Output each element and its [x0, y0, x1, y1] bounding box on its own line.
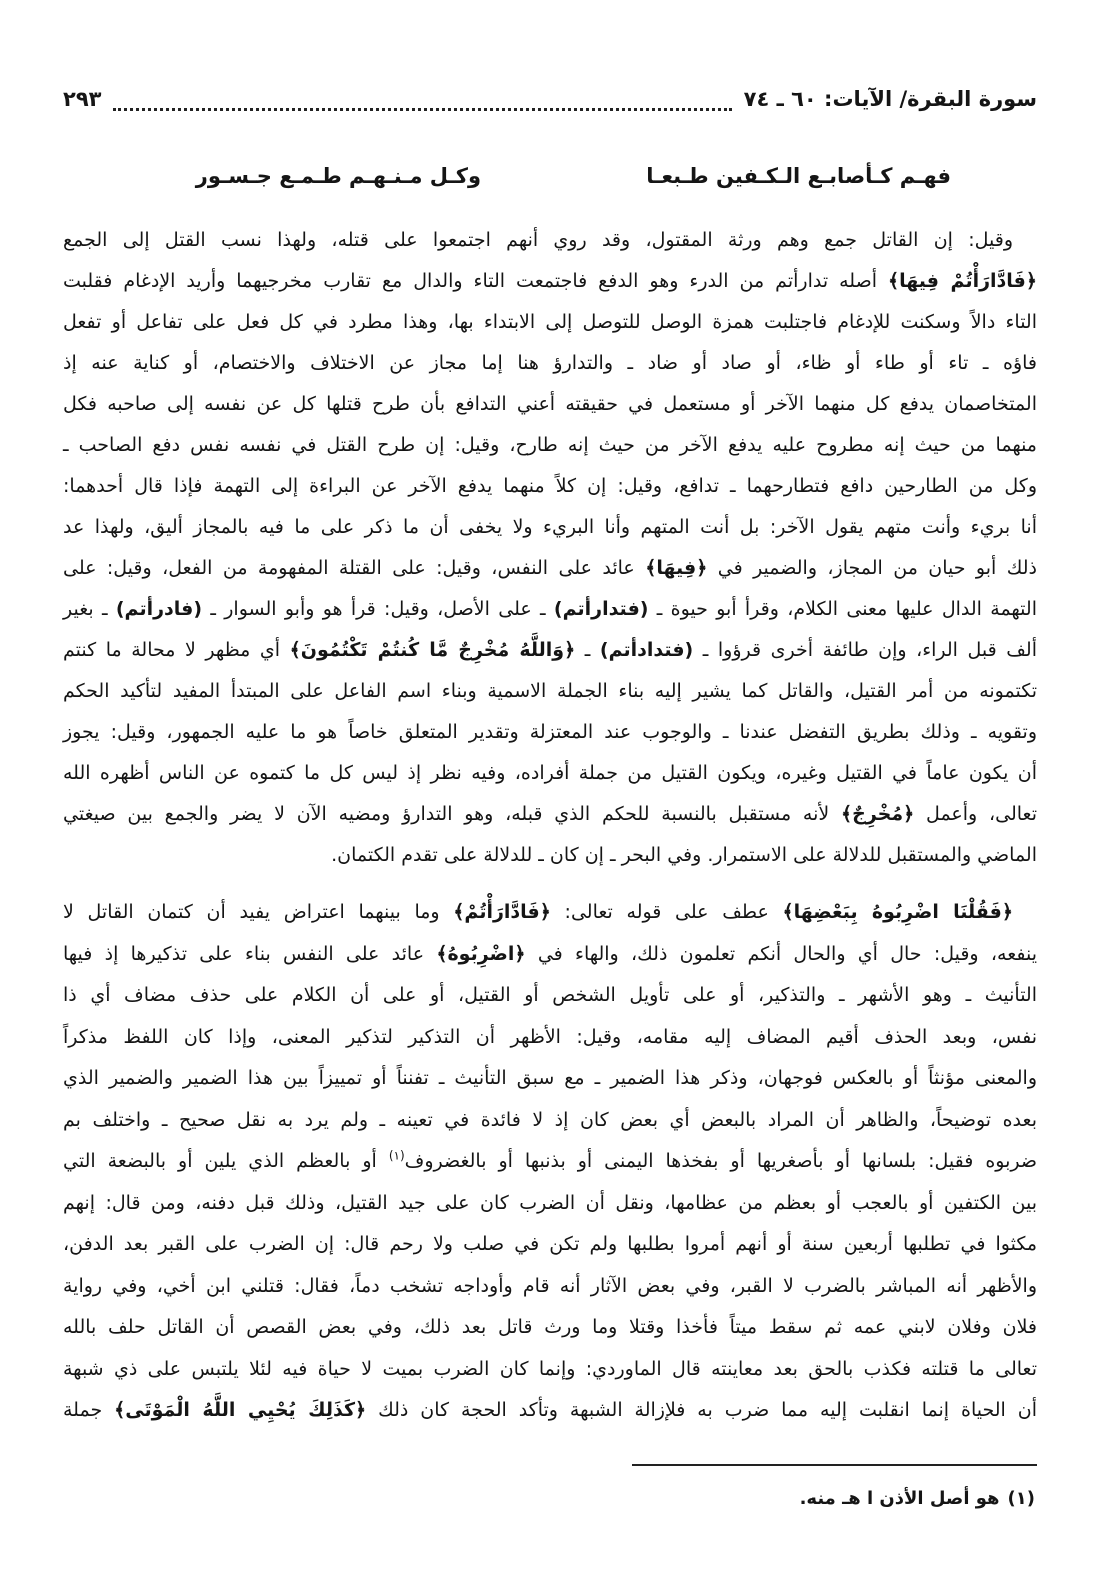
surah-title: سورة البقرة/ الآيات: ٦٠ ـ ٧٤ [743, 87, 1037, 111]
body-text: تكتمونه من أمر القتيل، والقاتل كما يشير إليه بناء الجملة الاسمية وبناء اسم الفاعل على المبتدأ المفيد لتأكيد الحكم [63, 680, 1037, 702]
quran-quote: ﴿مُخْرِجٌ﴾ [841, 803, 915, 825]
body-text: منهما من حيث إنه مطروح عليه يدفع الآخر من حيث إنه طارح، وقيل: إن طرح القتل في نفسه نفس دفع الصاحب ـ [63, 434, 1037, 456]
body-text: وتقويه ـ وذلك بطريق التفضل عندنا ـ والوجوب عند المعتزلة وتقدير المتعلق خاصاً هو ما عليه الجمهور، وقيل: يجوز [63, 721, 1037, 743]
footnote-marker: (١) [1007, 1488, 1035, 1509]
body-text: التأنيث ـ وهو الأشهر ـ والتذكير، أو على تأويل الشخص أو القتيل، أو على أن الكلام على حذف مضاف أي ذا [63, 984, 1037, 1006]
variant-reading: (فتدارأتم) [553, 598, 649, 620]
body-text: ألف قبل الراء، وإن طائفة أخرى قرؤوا ـ [693, 639, 1037, 661]
body-text: الماضي والمستقبل للدلالة على الاستمرار. وفي البحر ـ إن كان ـ للدلالة على تقدم الكتمان. [331, 844, 1037, 866]
text-line [63, 384, 1037, 425]
body-text: ـ على الأصل، وقيل: قرأ هو وأبو السوار ـ [202, 598, 554, 620]
body-text: عائد على النفس، وقيل: على القتلة المفهومة من الفعل، وقيل: على [63, 557, 646, 579]
verse-hemistich-right: فهـم كـأصابـع الـكـفين طـبعـا [646, 164, 951, 188]
body-text: مكثوا في تطلبها أربعين سنة أو أنهم أمروا بطلبها ولم تكن في صلب ولا رحم قال: إن الضرب على القبر بعد الدفن، [63, 1233, 1037, 1255]
text-line [63, 1100, 1037, 1141]
verse-hemistich-left: وكـل مـنـهـم طـمـع جـسـور [195, 164, 481, 188]
text-line [63, 261, 1037, 302]
body-text: ضربوه فقيل: بلسانها أو بأصغريها أو بفخذها اليمنى أو بذنبها أو بالغضروف [404, 1150, 1037, 1172]
text-line [63, 794, 1037, 835]
quran-quote: ﴿فَقُلْنَا اضْرِبُوهُ بِبَعْضِهَا﴾ [782, 901, 1013, 923]
text-line [63, 1224, 1037, 1265]
text-line [63, 712, 1037, 753]
body-text: أنا بريء وأنت متهم يقول الآخر: بل أنت المتهم وأنا البريء ولا يخفى أن ما ذكر على ما فيه بالمجاز أليق، ولهذا عد [63, 516, 1037, 538]
text-line [63, 1307, 1037, 1348]
body-text: لأنه مستقبل بالنسبة للحكم الذي قبله، وهو التدارؤ ومضيه الآن لا يضر والجمع بين صيغتي [63, 803, 842, 825]
body-text: بين الكتفين أو بالعجب أو بعظم من عظامها، ونقل أن الضرب كان على جيد القتيل، وذلك قبل دفنه، ومن قال: إنهم [63, 1191, 1037, 1214]
body-text: أو بالعظم الذي يلين أو بالبضعة التي [63, 1150, 389, 1172]
footnote-divider [632, 1464, 1037, 1466]
body-text: وما بينهما اعتراض يفيد أن كتمان القاتل لا [63, 901, 454, 923]
text-line [63, 1058, 1037, 1099]
text-line [63, 589, 1037, 630]
body-text: فلان وفلان لابني عمه ثم سقط ميتاً فأخذا وقتلا وما ورث قاتل بعد ذلك، وفي بعض القصص أن القاتل حلف بالله [63, 1316, 1037, 1338]
text-line [63, 934, 1037, 975]
body-text: نفس، وبعد الحذف أقيم المضاف إليه مقامه، وقيل: الأظهر أن التذكير لتذكير المعنى، وإذا كان اللفظ مذكراً [63, 1025, 1037, 1048]
body-text: ذلك أبو حيان من المجاز، والضمير في [707, 557, 1037, 579]
body-text: المتخاصمان يدفع كل منهما الآخر أو مستعمل في حقيقته أعني التدافع بأن طرح قتلها كل عن نفسه إلى صاحبه فكل [63, 393, 1037, 415]
text-line [63, 671, 1037, 712]
body-text: أن يكون عاماً في القتيل وغيره، ويكون القتيل من جملة أفراده، وفيه نظر إذ ليس كل ما كتموه عن الناس أظهره الله [63, 762, 1037, 784]
body-text: أن الحياة إنما انقلبت إليه مما ضرب به فلإزالة الشبهة وتأكد الحجة كان ذلك [366, 1399, 1037, 1421]
text-line [63, 302, 1037, 343]
text-line [63, 466, 1037, 507]
body-text: بعده توضيحاً، والظاهر أن المراد بالبعض أي بعض كان إذ لا فائدة في تعينه ـ ولم يرد به نقل صحيح ـ واختلف بم [63, 1108, 1037, 1131]
footnote-reference: (١) [388, 1148, 405, 1163]
text-line [63, 1266, 1037, 1307]
body-text: أصله تدارأتم من الدرء وهو الدفع فاجتمعت التاء والدال مع تقارب مخرجيهما وأريد الإدغام فقلبت [63, 270, 888, 292]
body-text: والأظهر أنه المباشر بالضرب لا القبر، وفي بعض الآثار أنه قام وأوداجه تشخب دماً، فقال: قتلني ابن أخي، وفي رواية [63, 1274, 1037, 1297]
body-text: وكل من الطارحين دافع فتطارحهما ـ تدافع، وقيل: إن كلاً منهما يدفع الآخر عن البراءة إلى التهمة فإذا قال أحدهما: [63, 475, 1037, 497]
quran-quote: ﴿فِيهَا﴾ [645, 557, 708, 579]
text-line [63, 548, 1037, 589]
body-text: التهمة الدال عليها معنى الكلام، وقرأ أبو حيوة ـ [648, 598, 1037, 620]
text-line [63, 220, 1037, 261]
quran-quote: ﴿اضْرِبُوهُ﴾ [436, 942, 526, 965]
body-text: تعالى ما قتلته فكذب بالحق بعد معاينته قال الماوردي: وإنما كان الضرب بميت لا حياة فيه لئلا يلتبس على ذي شبهة [63, 1357, 1037, 1380]
body-text: فاؤه ـ تاء أو طاء أو ظاء، أو صاد أو ضاد ـ والتدارؤ هنا إما مجاز عن الاختلاف والاختصام، أو كناية عنه إذ [63, 352, 1037, 374]
text-line [63, 1183, 1037, 1224]
body-text: والمعنى مؤنثاً أو بالعكس فوجهان، وذكر هذا الضمير ـ مع سبق التأنيث ـ تفنناً أو تمييزاً بين هذا الضمير والضمير الذي [63, 1067, 1037, 1089]
text-line [63, 835, 1037, 876]
footnote [800, 1488, 1035, 1509]
body-text: التاء دالاً وسكنت للإدغام فاجتلبت همزة الوصل للتوصل إلى الابتداء بها، وهذا مطرد في كل فعل على تفاعل أو تفعل [63, 311, 1037, 333]
quran-quote: ﴿كَذَلِكَ يُحْيِي اللَّهُ الْمَوْتَى﴾ [114, 1399, 367, 1421]
body-text: ـ بغير [63, 598, 116, 620]
text-line [63, 343, 1037, 384]
text-line [63, 753, 1037, 794]
body-text: تعالى، وأعمل [914, 803, 1038, 825]
text-line [63, 1390, 1037, 1431]
quran-quote: ﴿فَادَّارَأْتُمْ﴾ [453, 901, 551, 923]
body-text: جملة [63, 1399, 115, 1421]
body-text: عائد على النفس بناء على تذكيرها إذ فيها [63, 942, 437, 965]
text-line [63, 1349, 1037, 1390]
body-text: أي مظهر لا محالة ما كنتم [63, 639, 290, 661]
body-text: ينفعه، وقيل: حال أي والحال أنكم تعلمون ذلك، والهاء في [525, 942, 1037, 965]
variant-reading: (فادرأتم) [115, 598, 203, 620]
text-line [63, 975, 1037, 1016]
quran-quote: ﴿وَاللَّهُ مُخْرِجٌ مَّا كُنتُمْ تَكْتُمُونَ﴾ [289, 639, 576, 661]
body-text: ـ [575, 639, 600, 661]
quran-quote: ﴿فَادَّارَأْتُمْ فِيهَا﴾ [887, 270, 1038, 292]
body-text: عطف على قوله تعالى: [550, 901, 783, 923]
variant-reading: (فتدادأتم) [599, 639, 694, 661]
text-line [63, 1017, 1037, 1058]
text-line [63, 630, 1037, 671]
text-line [63, 892, 1037, 933]
body-text: وقيل: إن القاتل جمع وهم ورثة المقتول، وقد روي أنهم اجتمعوا على قتله، ولهذا نسب القتل إلى الجمع [63, 229, 1013, 251]
footnote-text: هو أصل الأذن ا هـ منه. [799, 1488, 1000, 1509]
page-number: ٢٩٣ [63, 87, 102, 111]
text-line [63, 507, 1037, 548]
text-line [63, 1141, 1037, 1182]
text-line [63, 425, 1037, 466]
